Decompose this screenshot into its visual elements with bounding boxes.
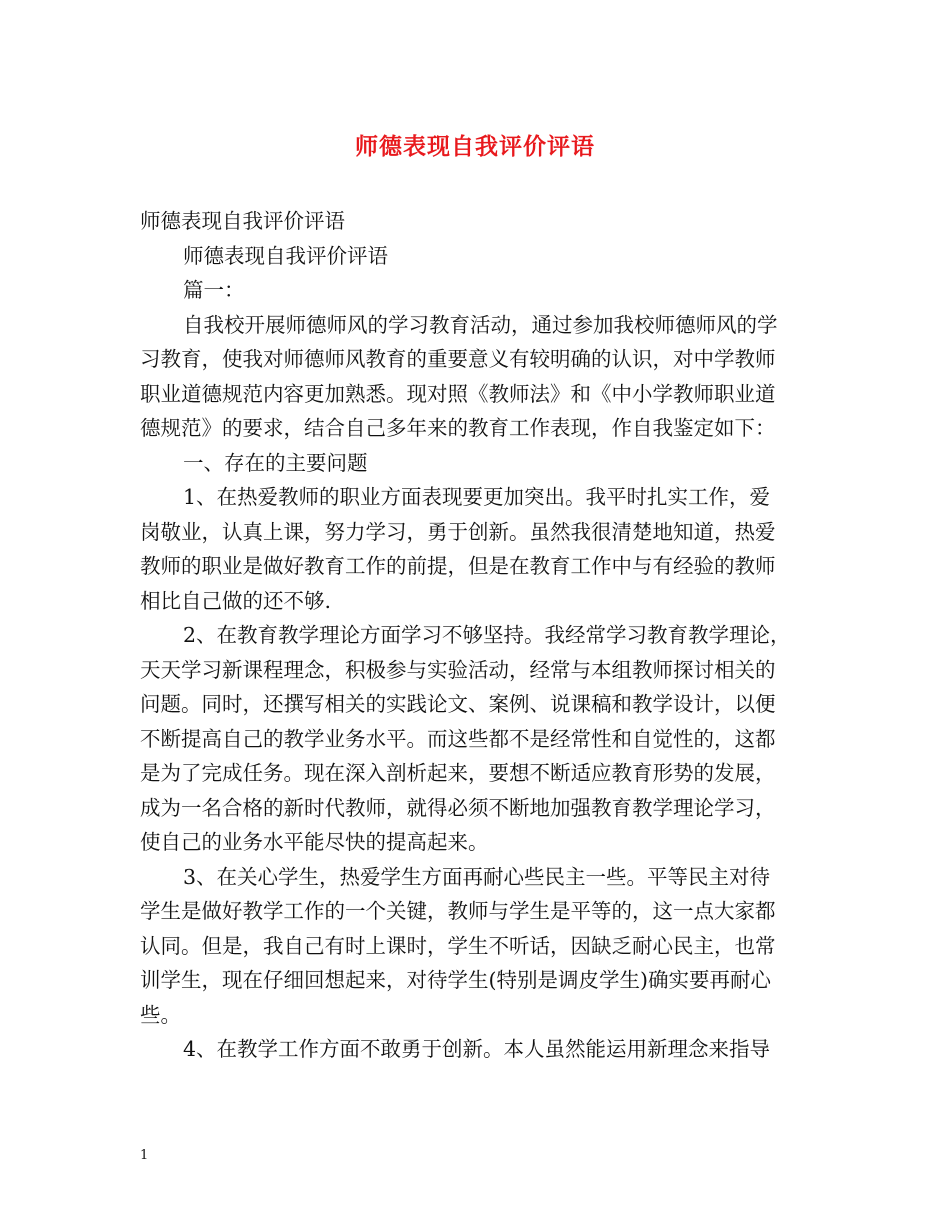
text-line: 训学生，现在仔细回想起来，对待学生(特别是调皮学生)确实要再耐心 xyxy=(140,968,771,992)
text-line: 使自己的业务水平能尽快的提高起来。 xyxy=(140,830,489,854)
text-line: 些。 xyxy=(140,1002,181,1027)
text-line: 相比自己做的还不够. xyxy=(140,588,332,613)
text-line: 一、存在的主要问题 xyxy=(183,450,368,475)
text-line: 岗敬业，认真上课，努力学习，勇于创新。虽然我很清楚地知道，热爱 xyxy=(140,519,776,544)
text-line: 教师的职业是做好教育工作的前提，但是在教育工作中与有经验的教师 xyxy=(140,554,776,578)
text-line: 自我校开展师德师风的学习教育活动，通过参加我校师德师风的学 xyxy=(183,312,778,337)
text-line: 习教育，使我对师德师风教育的重要意义有较明确的认识，对中学教师 xyxy=(140,347,776,371)
text-line: 认同。但是，我自己有时上课时，学生不听话，因缺乏耐心民主，也常 xyxy=(140,933,776,958)
text-line: 2、在教育教学理论方面学习不够坚持。我经常学习教育教学理论， xyxy=(183,623,791,647)
text-line: 问题。同时，还撰写相关的实践论文、案例、说课稿和教学设计，以便 xyxy=(140,692,776,716)
page-number: 1 xyxy=(140,1148,149,1163)
text-line: 成为一名合格的新时代教师，就得必须不断地加强教育教学理论学习， xyxy=(140,795,776,820)
text-line: 学生是做好教学工作的一个关键，教师与学生是平等的，这一点大家都 xyxy=(140,899,776,923)
text-line: 3、在关心学生，热爱学生方面再耐心些民主一些。平等民主对待 xyxy=(183,864,771,889)
text-line: 4、在教学工作方面不敢勇于创新。本人虽然能运用新理念来指导 xyxy=(183,1037,771,1061)
text-line: 德规范》的要求，结合自己多年来的教育工作表现，作自我鉴定如下： xyxy=(140,416,776,440)
text-line: 师德表现自我评价评语 xyxy=(183,243,388,268)
text-line: 是为了完成任务。现在深入剖析起来，要想不断适应教育形势的发展， xyxy=(140,761,776,785)
text-line: 1、在热爱教师的职业方面表现要更加突出。我平时扎实工作，爱 xyxy=(183,485,771,509)
document-title: 师德表现自我评价评语 xyxy=(355,133,595,160)
text-line: 篇一： xyxy=(183,278,245,302)
text-line: 师德表现自我评价评语 xyxy=(140,209,345,233)
text-line: 职业道德规范内容更加熟悉。现对照《教师法》和《中小学教师职业道 xyxy=(140,381,776,406)
document-body xyxy=(140,204,820,1067)
text-line: 不断提高自己的教学业务水平。而这些都不是经常性和自觉性的，这都 xyxy=(140,726,776,751)
text-line: 天天学习新课程理念，积极参与实验活动，经常与本组教师探讨相关的 xyxy=(140,657,776,682)
